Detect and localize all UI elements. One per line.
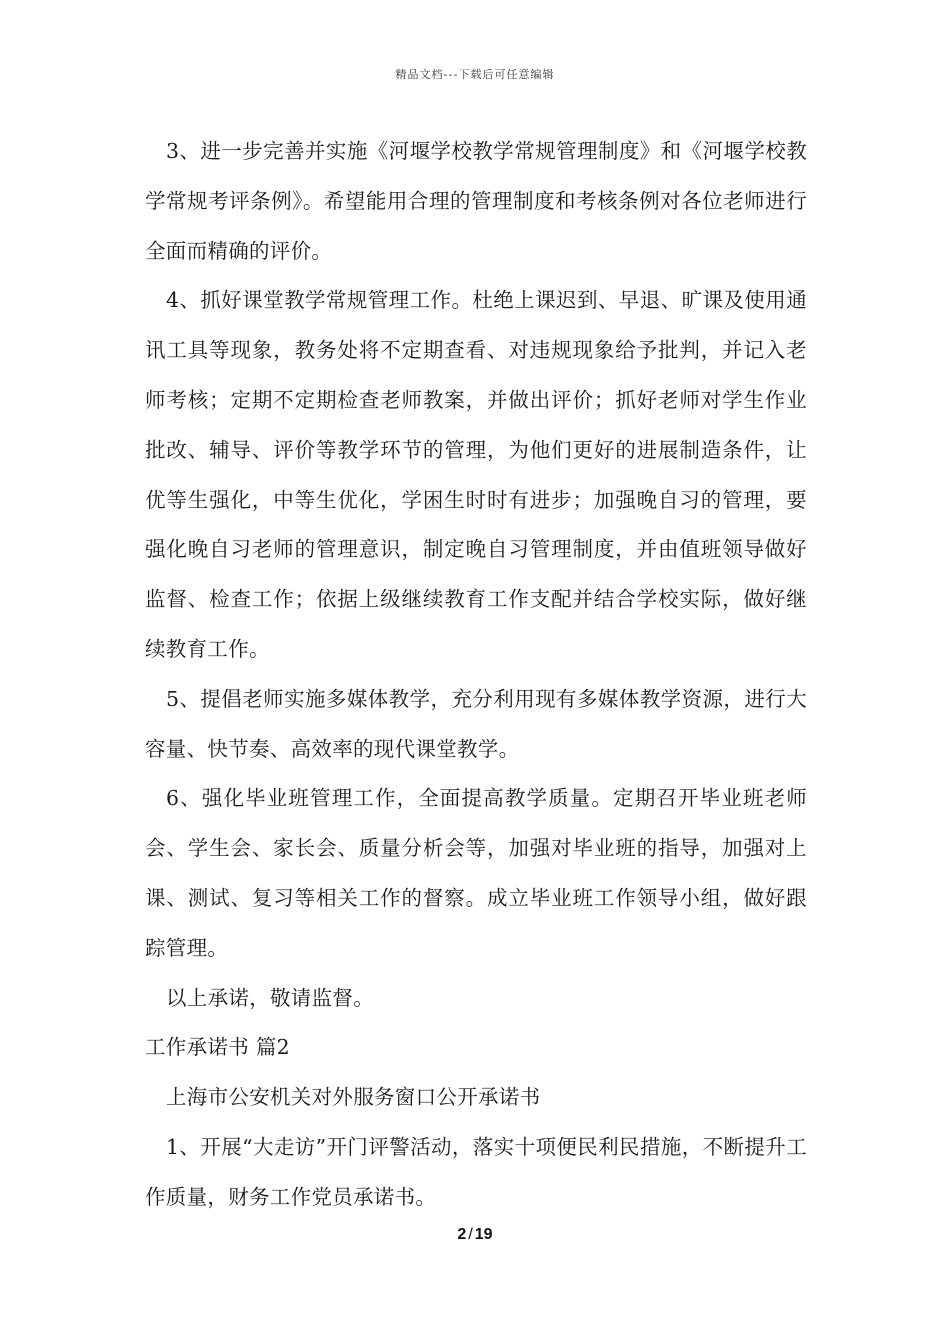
section-heading: 工作承诺书 篇2 — [145, 1035, 290, 1060]
page-header: 精品文档---下载后可任意编辑 — [395, 68, 555, 81]
document-body — [145, 127, 807, 1223]
paragraph-item-4: 4、抓好课堂教学常规管理工作。杜绝上课迟到、早退、旷课及使用通讯工具等现象，教务处将不定期查看、对违规现象给予批判，并记入老师考核；定期不定期检查老师教案，并做出评价；抓好老师对学生作业批改、辅导、评价等教学环节的管理，为他们更好的进展制造条件，让优等生强化，中等生优化，学困生时时有进步；加强晚自习的管理，要强化晚自习老师的管理意识，制定晚自习管理制度，并由值班领导做好监督、检查工作；依据上级继续教育工作支配并结合学校实际，做好继续教育工作。 — [145, 288, 807, 661]
page-number — [0, 1226, 950, 1244]
page-separator: / — [468, 1226, 473, 1243]
paragraph-item-3: 3、进一步完善并实施《河堰学校教学常规管理制度》和《河堰学校教学常规考评条例》。希望能用合理的管理制度和考核条例对各位老师进行全面而精确的评价。 — [145, 139, 807, 263]
page-current: 2 — [457, 1226, 467, 1243]
paragraph-closing: 以上承诺，敬请监督。 — [166, 985, 374, 1010]
page-total: 19 — [474, 1226, 493, 1243]
paragraph-item-5: 5、提倡老师实施多媒体教学，充分利用现有多媒体教学资源，进行大容量、快节奏、高效率的现代课堂教学。 — [145, 686, 807, 761]
paragraph-item-6: 6、强化毕业班管理工作，全面提高教学质量。定期召开毕业班老师会、学生会、家长会、质量分析会等，加强对毕业班的指导，加强对上课、测试、复习等相关工作的督察。成立毕业班工作领导小组，做好跟踪管理。 — [145, 786, 807, 960]
paragraph-item-1: 1、开展“大走访”开门评警活动，落实十项便民利民措施，不断提升工作质量，财务工作党员承诺书。 — [145, 1134, 807, 1209]
subsection-title: 上海市公安机关对外服务窗口公开承诺书 — [166, 1085, 541, 1110]
